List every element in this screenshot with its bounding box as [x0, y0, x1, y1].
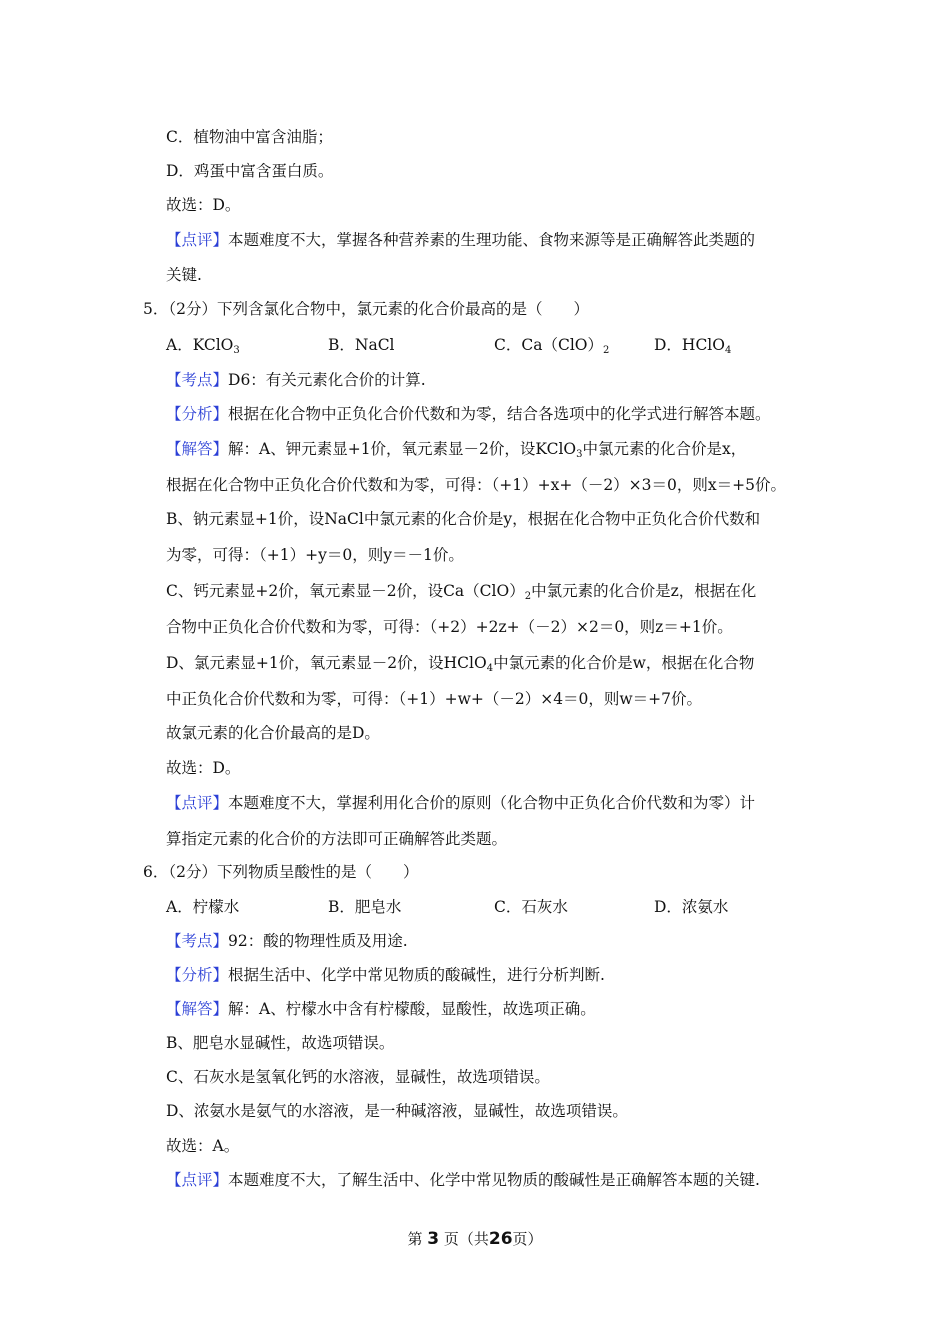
q6-fenxi: 【分析】根据生活中、化学中常见物质的酸碱性，进行分析判断.	[166, 966, 605, 984]
q5-kaodian: 【考点】D6：有关元素化合价的计算.	[166, 371, 426, 389]
q5-jieda-3: B、钠元素显+1价，设NaCl中氯元素的化合价是y，根据在化合物中正负化合价代数和	[166, 510, 761, 528]
q5-review: 【点评】本题难度不大，掌握利用化合价的原则（化合物中正负化合价代数和为零）计	[166, 794, 756, 812]
q6-jieda-2: B、肥皂水显碱性，故选项错误。	[166, 1034, 395, 1052]
q6-option-d: D．浓氨水	[654, 898, 729, 916]
q6-answer: 故选：A。	[166, 1137, 240, 1155]
review-tag: 【点评】	[166, 231, 229, 249]
q5-options	[166, 334, 816, 356]
review-tag: 【点评】	[166, 1171, 229, 1189]
q4-review: 【点评】本题难度不大，掌握各种营养素的生理功能、食物来源等是正确解答此类题的	[166, 231, 756, 249]
q6-option-b: B．肥皂水	[328, 898, 402, 916]
fenxi-tag: 【分析】	[166, 966, 229, 984]
q5-answer: 故选：D。	[166, 759, 241, 777]
q5-jieda-4: 为零，可得：（+1）+y＝0，则y＝－1价。	[166, 546, 464, 564]
jieda-tag: 【解答】	[166, 440, 229, 458]
q5-option-d: D．HClO$_4$	[654, 336, 732, 356]
total-pages-number: 26	[488, 1229, 513, 1249]
q5-option-a: A．KClO$_3$	[166, 336, 240, 356]
q6-options	[166, 896, 816, 918]
q5-stem: 5．（2分）下列含氯化合物中，氯元素的化合价最高的是（ ）	[143, 300, 589, 318]
q4-option-c-explanation: C．植物油中富含油脂；	[166, 128, 333, 146]
q5-fenxi: 【分析】根据在化合物中正负化合价代数和为零，结合各选项中的化学式进行解答本题。	[166, 405, 771, 423]
q5-jieda-7: D、氯元素显+1价，氧元素显－2价，设HClO$_4$中氯元素的化合价是w，根据在化合物	[166, 654, 755, 674]
q6-kaodian: 【考点】92：酸的物理性质及用途.	[166, 932, 408, 950]
q5-jieda-5: C、钙元素显+2价，氧元素显－2价，设$Ca(ClO)_2$中氯元素的化合价是z，根据在化	[166, 582, 757, 602]
fenxi-tag: 【分析】	[166, 405, 229, 423]
q6-review: 【点评】本题难度不大，了解生活中、化学中常见物质的酸碱性是正确解答本题的关键.	[166, 1171, 760, 1189]
review-tag: 【点评】	[166, 794, 229, 812]
q5-jieda-8: 中正负化合价代数和为零，可得：（+1）+w+（－2）×4＝0，则w＝+7价。	[166, 690, 703, 708]
q6-stem: 6．（2分）下列物质呈酸性的是（ ）	[143, 863, 419, 881]
q4-review-cont: 关键.	[166, 266, 202, 284]
kaodian-tag: 【考点】	[166, 371, 229, 389]
q5-conclusion: 故氯元素的化合价最高的是D。	[166, 724, 380, 742]
jieda-tag: 【解答】	[166, 1000, 229, 1018]
page-footer: 第 3 页（共26页）	[407, 1229, 543, 1249]
q6-jieda-3: C、石灰水是氢氧化钙的水溶液，显碱性，故选项错误。	[166, 1068, 550, 1086]
q6-option-c: C．石灰水	[494, 898, 568, 916]
q5-option-c: C．$Ca(ClO)_2$	[494, 336, 610, 356]
q5-review-cont: 算指定元素的化合价的方法即可正确解答此类题。	[166, 830, 508, 848]
q5-jieda-1: 【解答】解：A、钾元素显+1价，氧元素显－2价，设KClO$_3$中氯元素的化合价是x，	[166, 440, 747, 460]
current-page-number: 3	[427, 1229, 440, 1249]
q5-jieda-6: 合物中正负化合价代数和为零，可得：（+2）+2z+（－2）×2＝0，则z＝+1价。	[166, 618, 733, 636]
q4-option-d-explanation: D．鸡蛋中富含蛋白质。	[166, 162, 334, 180]
q6-jieda-1: 【解答】解：A、柠檬水中含有柠檬酸，显酸性，故选项正确。	[166, 1000, 596, 1018]
q5-option-b: B．NaCl	[328, 336, 395, 354]
kaodian-tag: 【考点】	[166, 932, 229, 950]
q6-option-a: A．柠檬水	[166, 898, 240, 916]
q5-jieda-2: 根据在化合物中正负化合价代数和为零，可得：（+1）+x+（－2）×3＝0，则x＝+5价。	[166, 476, 786, 494]
q4-answer: 故选：D。	[166, 196, 241, 214]
q6-jieda-4: D、浓氨水是氨气的水溶液，是一种碱溶液，显碱性，故选项错误。	[166, 1102, 628, 1120]
